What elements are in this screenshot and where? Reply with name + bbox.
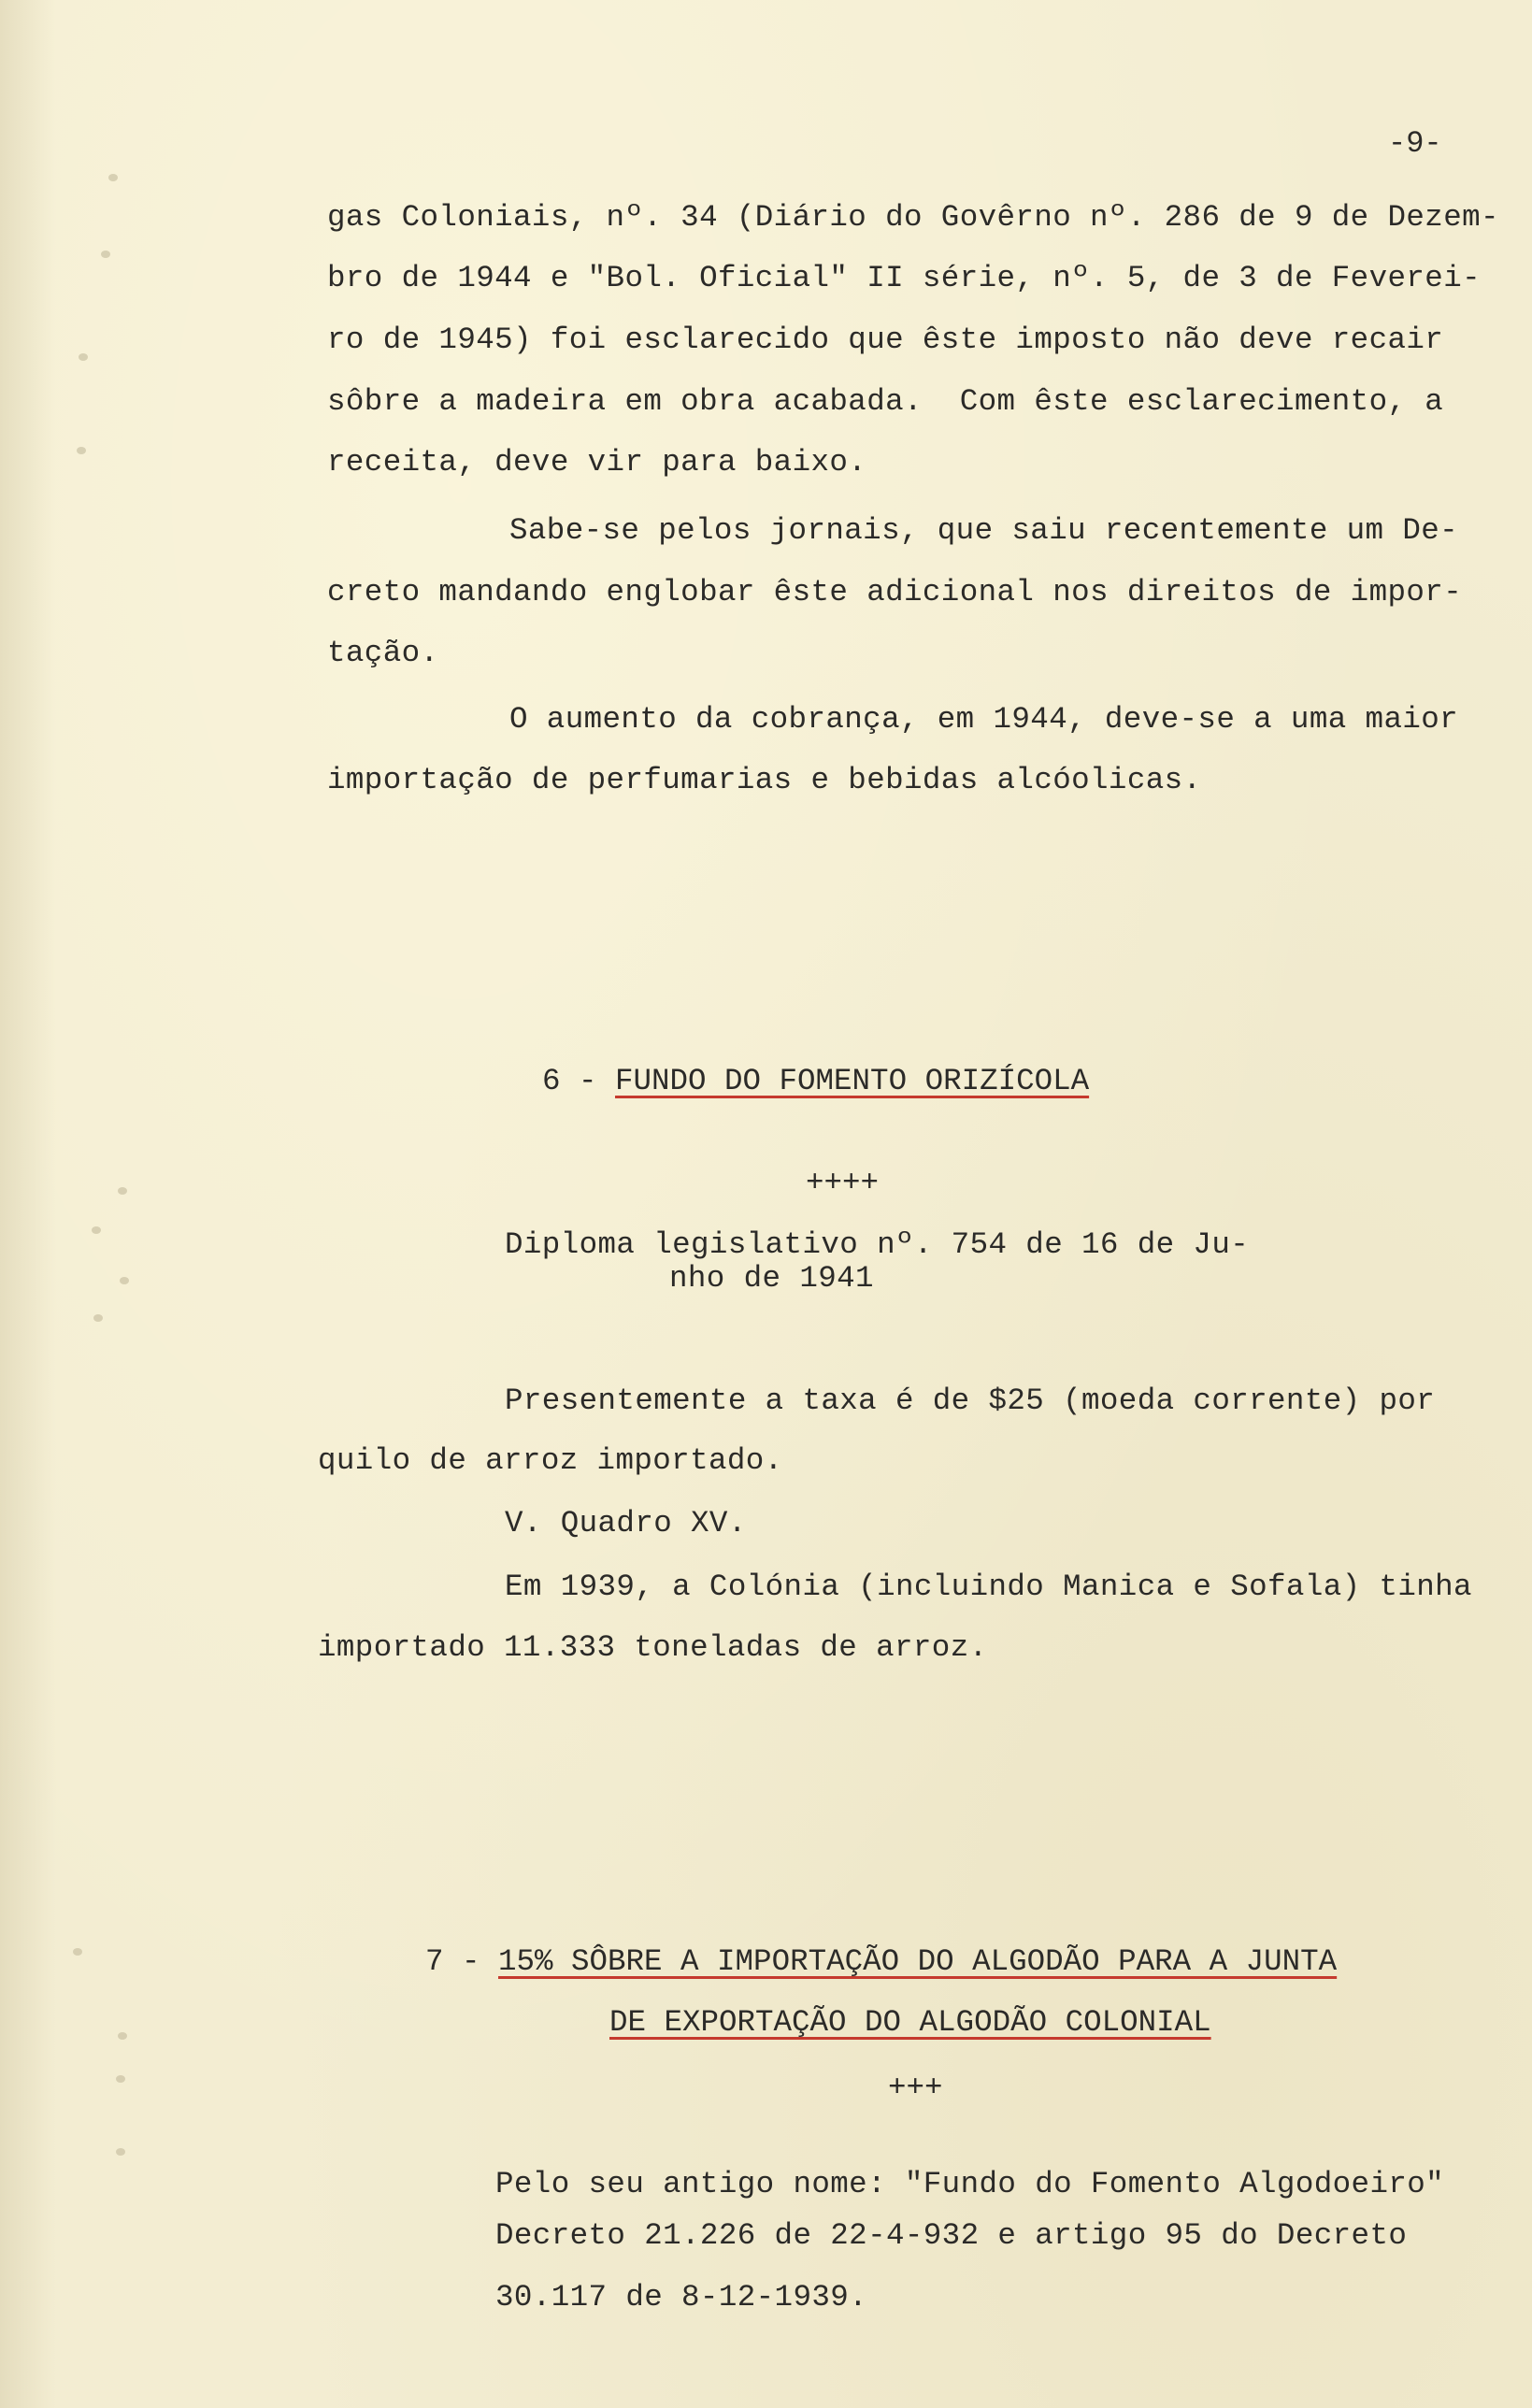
- section-7-title-line-1: 15% SÔBRE A IMPORTAÇÃO DO ALGODÃO PARA A JUNTA: [498, 1944, 1338, 1979]
- section-7-separator: +++: [888, 2071, 943, 2105]
- margin-mark: [79, 353, 88, 361]
- quadro-reference: V. Quadro XV.: [505, 1506, 747, 1541]
- body-text-line: gas Coloniais, nº. 34 (Diário do Govêrno nº. 286 de 9 de Dezem-: [327, 200, 1499, 235]
- margin-mark: [116, 2148, 125, 2156]
- body-text-line: sôbre a madeira em obra acabada. Com êste esclarecimento, a: [327, 384, 1444, 419]
- body-text-line: creto mandando englobar êste adicional nos direitos de impor-: [327, 575, 1463, 609]
- margin-mark: [77, 447, 86, 454]
- body-text-line: receita, deve vir para baixo.: [327, 445, 867, 480]
- body-text-line: O aumento da cobrança, em 1944, deve-se a uma maior: [509, 702, 1459, 737]
- margin-mark: [92, 1226, 101, 1234]
- margin-mark: [101, 251, 110, 258]
- diploma-line: nho de 1941: [669, 1261, 874, 1296]
- margin-mark: [120, 1277, 129, 1284]
- margin-mark: [118, 1187, 127, 1195]
- margin-mark: [118, 2032, 127, 2040]
- body-text-line: Decreto 21.226 de 22-4-932 e artigo 95 do Decreto: [495, 2218, 1408, 2253]
- section-6-separator: ++++: [806, 1166, 880, 1200]
- diploma-line: Diploma legislativo nº. 754 de 16 de Ju-: [505, 1227, 1250, 1262]
- section-6-heading: [542, 1063, 1089, 1100]
- body-text-line: 30.117 de 8-12-1939.: [495, 2280, 868, 2315]
- body-text-line: ro de 1945) foi esclarecido que êste imposto não deve recair: [327, 322, 1444, 357]
- body-text-line: bro de 1944 e "Bol. Oficial" II série, nº. 5, de 3 de Feverei-: [327, 261, 1481, 295]
- margin-mark: [108, 174, 118, 181]
- section-6-title: FUNDO DO FOMENTO ORIZÍCOLA: [615, 1064, 1090, 1098]
- body-text-line: Pelo seu antigo nome: "Fundo do Fomento Algodoeiro": [495, 2167, 1445, 2201]
- section-7-title-line-2-wrapper: [609, 2004, 1211, 2042]
- page-number: -9-: [1388, 126, 1442, 161]
- body-text-line: Presentemente a taxa é de $25 (moeda corrente) por: [505, 1383, 1436, 1418]
- paper-edge-shading: [0, 0, 56, 2408]
- body-text-line: Sabe-se pelos jornais, que saiu recentemente um De-: [509, 513, 1459, 548]
- section-6-number: 6 -: [542, 1064, 616, 1098]
- body-text-line: quilo de arroz importado.: [318, 1443, 783, 1478]
- margin-mark: [73, 1948, 82, 1956]
- body-text-line: importação de perfumarias e bebidas alcóolicas.: [327, 763, 1202, 797]
- section-7-title-line-2: DE EXPORTAÇÃO DO ALGODÃO COLONIAL: [609, 2005, 1211, 2040]
- body-text-line: importado 11.333 toneladas de arroz.: [318, 1630, 988, 1665]
- section-7-number: 7 -: [425, 1944, 499, 1979]
- body-text-line: tação.: [327, 636, 439, 670]
- body-text-line: Em 1939, a Colónia (incluindo Manica e Sofala) tinha: [505, 1570, 1472, 1604]
- section-7-heading: [425, 1943, 1337, 1981]
- margin-mark: [116, 2075, 125, 2083]
- margin-mark: [93, 1314, 103, 1322]
